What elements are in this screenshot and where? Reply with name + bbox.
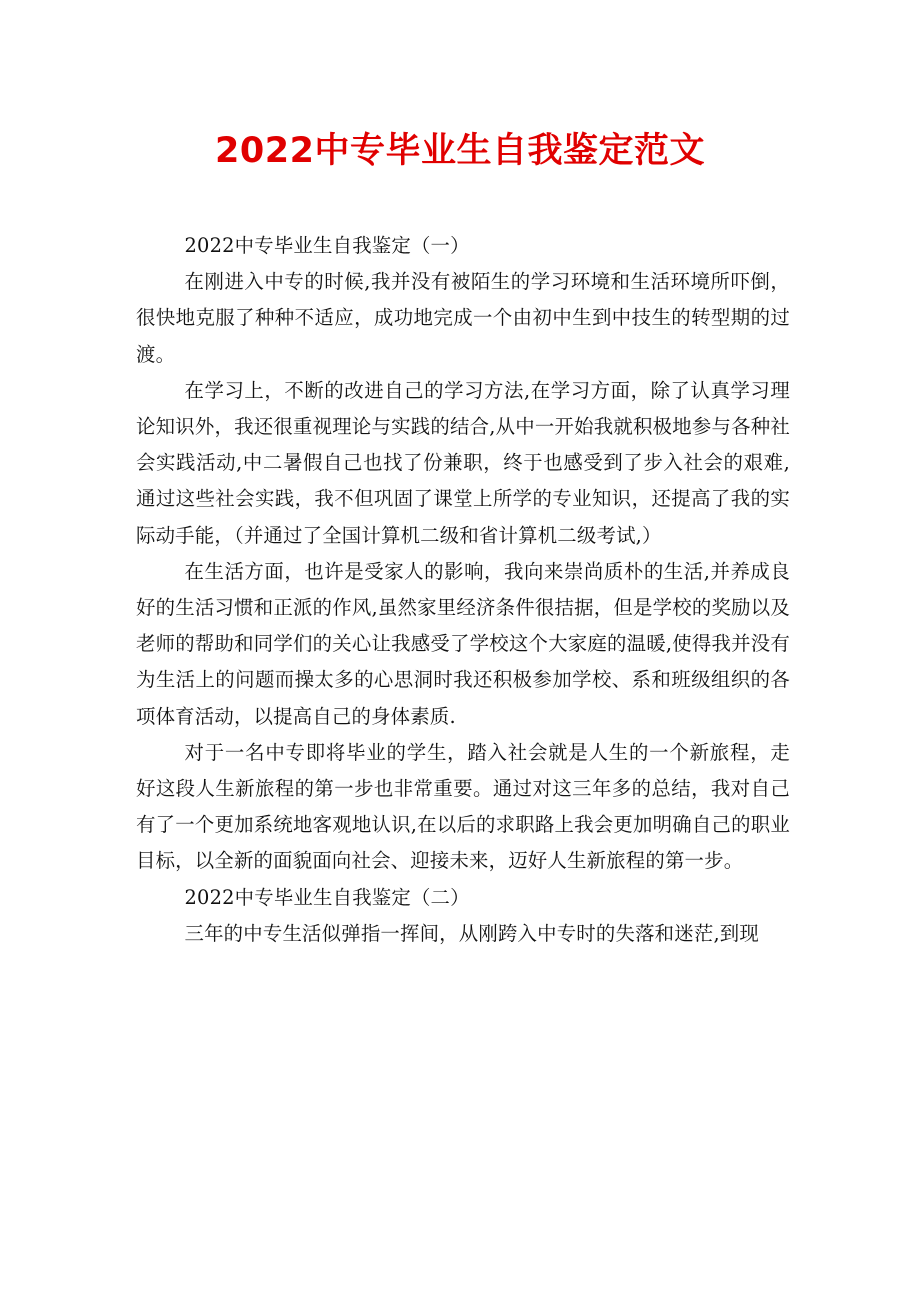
paragraph-summary: 对于一名中专即将毕业的学生，踏入社会就是人生的一个新旅程，走好这段人生新旅程的第一步也非常重要。通过对这三年多的总结，我对自己有了一个更加系统地客观地认识,在以后的求职路上我会更加明确自己的职业目标，以全新的面貌面向社会、迎接未来，迈好人生新旅程的第一步。 xyxy=(136,740,790,873)
section-heading-1: 2022中专毕业生自我鉴定（一） xyxy=(184,234,470,257)
paragraph-life: 在生活方面，也许是受家人的影响，我向来崇尚质朴的生活,并养成良好的生活习惯和正派的作风,虽然家里经济条件很拮据，但是学校的奖励以及老师的帮助和同学们的关心让我感受了学校这个大家庭的温暖,使得我并没有为生活上的问题而操太多的心思洞时我还积极参加学校、系和班级组织的各项体育活动，以提高自己的身体素质. xyxy=(136,559,790,728)
paragraph-second-intro: 三年的中专生活似弹指一挥间，从刚跨入中专时的失落和迷茫,到现 xyxy=(184,921,759,945)
paragraph-intro: 在刚进入中专的时候,我并没有被陌生的学习环境和生活环境所吓倒，很快地克服了种种不适应，成功地完成一个由初中生到中技生的转型期的过渡。 xyxy=(136,270,790,366)
paragraph-study: 在学习上，不断的改进自己的学习方法,在学习方面，除了认真学习理论知识外，我还很重视理论与实践的结合,从中一开始我就积极地参与各种社会实践活动,中二暑假自己也找了份兼职，终于也感受到了步入社会的艰难,通过这些社会实践，我不但巩固了课堂上所学的专业知识，还提高了我的实际动手能，（并通过了全国计算机二级和省计算机二级考试,） xyxy=(136,378,790,547)
section-heading-2: 2022中专毕业生自我鉴定（二） xyxy=(184,885,470,909)
document-body xyxy=(136,228,790,952)
document-title: 2022中专毕业生自我鉴定范文 xyxy=(215,131,705,171)
